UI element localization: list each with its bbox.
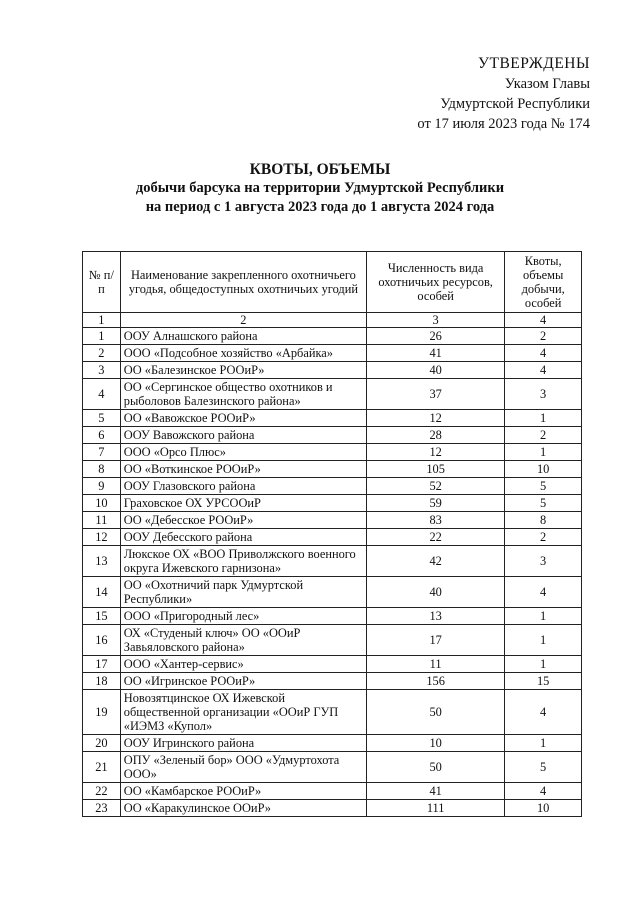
header-population: Численность вида охотничьих ресурсов, особей bbox=[367, 252, 505, 313]
row-num: 5 bbox=[83, 410, 121, 427]
row-quota: 4 bbox=[505, 345, 582, 362]
approval-stamp bbox=[417, 54, 590, 134]
row-num: 22 bbox=[83, 783, 121, 800]
row-population: 59 bbox=[367, 495, 505, 512]
row-population: 83 bbox=[367, 512, 505, 529]
row-quota: 5 bbox=[505, 495, 582, 512]
table-body bbox=[83, 328, 582, 817]
row-name: ОО «Вавожское РООиР» bbox=[120, 410, 366, 427]
row-population: 105 bbox=[367, 461, 505, 478]
table-row bbox=[83, 427, 582, 444]
index-cell: 2 bbox=[120, 313, 366, 328]
row-quota: 5 bbox=[505, 752, 582, 783]
row-name: ООО «Хантер-сервис» bbox=[120, 656, 366, 673]
row-population: 156 bbox=[367, 673, 505, 690]
table-row bbox=[83, 410, 582, 427]
row-num: 10 bbox=[83, 495, 121, 512]
row-num: 8 bbox=[83, 461, 121, 478]
table-row bbox=[83, 512, 582, 529]
table-row bbox=[83, 690, 582, 735]
row-num: 14 bbox=[83, 577, 121, 608]
row-name: Граховское ОХ УРСООиР bbox=[120, 495, 366, 512]
approval-heading: УТВЕРЖДЕНЫ bbox=[478, 55, 590, 72]
row-quota: 3 bbox=[505, 546, 582, 577]
row-name: ОХ «Студеный ключ» ОО «ООиР Завьяловского района» bbox=[120, 625, 366, 656]
row-population: 17 bbox=[367, 625, 505, 656]
row-quota: 1 bbox=[505, 444, 582, 461]
table-row bbox=[83, 461, 582, 478]
row-num: 2 bbox=[83, 345, 121, 362]
row-population: 22 bbox=[367, 529, 505, 546]
table-row bbox=[83, 735, 582, 752]
row-quota: 4 bbox=[505, 362, 582, 379]
row-num: 1 bbox=[83, 328, 121, 345]
row-num: 19 bbox=[83, 690, 121, 735]
row-quota: 1 bbox=[505, 608, 582, 625]
row-name: ОО «Каракулинское ООиР» bbox=[120, 800, 366, 817]
row-name: ОО «Охотничий парк Удмуртской Республики» bbox=[120, 577, 366, 608]
row-name: ООУ Алнашского района bbox=[120, 328, 366, 345]
row-quota: 4 bbox=[505, 690, 582, 735]
row-quota: 4 bbox=[505, 783, 582, 800]
table-row bbox=[83, 625, 582, 656]
row-population: 42 bbox=[367, 546, 505, 577]
row-name: ООО «Подсобное хозяйство «Арбайка» bbox=[120, 345, 366, 362]
row-name: ОО «Камбарское РООиР» bbox=[120, 783, 366, 800]
row-population: 41 bbox=[367, 345, 505, 362]
document-title bbox=[0, 160, 640, 217]
table-row bbox=[83, 656, 582, 673]
title-line-2: добычи барсука на территории Удмуртской Республики bbox=[135, 180, 505, 196]
table-row bbox=[83, 495, 582, 512]
approval-line-3: от 17 июля 2023 года № 174 bbox=[417, 116, 590, 132]
row-population: 40 bbox=[367, 362, 505, 379]
row-population: 13 bbox=[367, 608, 505, 625]
table-row bbox=[83, 783, 582, 800]
row-quota: 5 bbox=[505, 478, 582, 495]
row-name: ОО «Дебесское РООиР» bbox=[120, 512, 366, 529]
header-num: № п/п bbox=[83, 252, 121, 313]
row-name: ООУ Вавожского района bbox=[120, 427, 366, 444]
row-population: 52 bbox=[367, 478, 505, 495]
table-row bbox=[83, 444, 582, 461]
table-row bbox=[83, 379, 582, 410]
row-num: 7 bbox=[83, 444, 121, 461]
approval-line-2: Удмуртской Республики bbox=[440, 96, 590, 112]
row-population: 40 bbox=[367, 577, 505, 608]
row-population: 50 bbox=[367, 752, 505, 783]
table-row bbox=[83, 608, 582, 625]
approval-line-1: Указом Главы bbox=[504, 76, 590, 92]
table-row bbox=[83, 328, 582, 345]
index-cell: 4 bbox=[505, 313, 582, 328]
row-quota: 1 bbox=[505, 625, 582, 656]
row-num: 11 bbox=[83, 512, 121, 529]
table-row bbox=[83, 546, 582, 577]
table-row bbox=[83, 800, 582, 817]
row-num: 3 bbox=[83, 362, 121, 379]
table-row bbox=[83, 577, 582, 608]
row-population: 28 bbox=[367, 427, 505, 444]
row-num: 20 bbox=[83, 735, 121, 752]
row-name: Новозятцинское ОХ Ижевской общественной организации «ООиР ГУП «ИЭМЗ «Купол» bbox=[120, 690, 366, 735]
row-quota: 2 bbox=[505, 328, 582, 345]
quota-table bbox=[82, 251, 582, 817]
table-row bbox=[83, 345, 582, 362]
row-num: 15 bbox=[83, 608, 121, 625]
title-line-3: на период с 1 августа 2023 года до 1 августа 2024 года bbox=[145, 199, 495, 215]
row-quota: 1 bbox=[505, 735, 582, 752]
row-name: ОО «Сергинское общество охотников и рыболовов Балезинского района» bbox=[120, 379, 366, 410]
table-row bbox=[83, 362, 582, 379]
row-quota: 10 bbox=[505, 800, 582, 817]
row-num: 21 bbox=[83, 752, 121, 783]
row-quota: 1 bbox=[505, 410, 582, 427]
row-population: 12 bbox=[367, 444, 505, 461]
table-index-row bbox=[83, 313, 582, 328]
row-num: 4 bbox=[83, 379, 121, 410]
table-row bbox=[83, 529, 582, 546]
row-name: ООУ Глазовского района bbox=[120, 478, 366, 495]
row-population: 12 bbox=[367, 410, 505, 427]
row-num: 16 bbox=[83, 625, 121, 656]
row-population: 50 bbox=[367, 690, 505, 735]
row-num: 12 bbox=[83, 529, 121, 546]
row-quota: 1 bbox=[505, 656, 582, 673]
row-num: 6 bbox=[83, 427, 121, 444]
row-quota: 2 bbox=[505, 427, 582, 444]
header-name: Наименование закрепленного охотничьего угодья, общедоступных охотничьих угодий bbox=[120, 252, 366, 313]
table-row bbox=[83, 752, 582, 783]
row-population: 41 bbox=[367, 783, 505, 800]
row-population: 37 bbox=[367, 379, 505, 410]
row-quota: 2 bbox=[505, 529, 582, 546]
row-name: Люкское ОХ «ВОО Приволжского военного округа Ижевского гарнизона» bbox=[120, 546, 366, 577]
row-quota: 3 bbox=[505, 379, 582, 410]
row-quota: 4 bbox=[505, 577, 582, 608]
row-quota: 10 bbox=[505, 461, 582, 478]
row-num: 9 bbox=[83, 478, 121, 495]
row-population: 111 bbox=[367, 800, 505, 817]
table-header-row bbox=[83, 252, 582, 313]
row-name: ОО «Балезинское РООиР» bbox=[120, 362, 366, 379]
row-population: 10 bbox=[367, 735, 505, 752]
row-quota: 15 bbox=[505, 673, 582, 690]
row-population: 26 bbox=[367, 328, 505, 345]
row-name: ООУ Дебесского района bbox=[120, 529, 366, 546]
row-num: 23 bbox=[83, 800, 121, 817]
index-cell: 3 bbox=[367, 313, 505, 328]
table-row bbox=[83, 478, 582, 495]
row-name: ОО «Игринское РООиР» bbox=[120, 673, 366, 690]
row-name: ОО «Воткинское РООиР» bbox=[120, 461, 366, 478]
row-name: ООУ Игринского района bbox=[120, 735, 366, 752]
row-quota: 8 bbox=[505, 512, 582, 529]
header-quota: Квоты, объемы добычи, особей bbox=[505, 252, 582, 313]
index-cell: 1 bbox=[83, 313, 121, 328]
row-name: ООО «Пригородный лес» bbox=[120, 608, 366, 625]
row-population: 11 bbox=[367, 656, 505, 673]
row-name: ОПУ «Зеленый бор» ООО «Удмуртохота ООО» bbox=[120, 752, 366, 783]
row-num: 18 bbox=[83, 673, 121, 690]
table-row bbox=[83, 673, 582, 690]
row-num: 13 bbox=[83, 546, 121, 577]
title-main: КВОТЫ, ОБЪЕМЫ bbox=[249, 161, 391, 178]
row-name: ООО «Орсо Плюс» bbox=[120, 444, 366, 461]
row-num: 17 bbox=[83, 656, 121, 673]
